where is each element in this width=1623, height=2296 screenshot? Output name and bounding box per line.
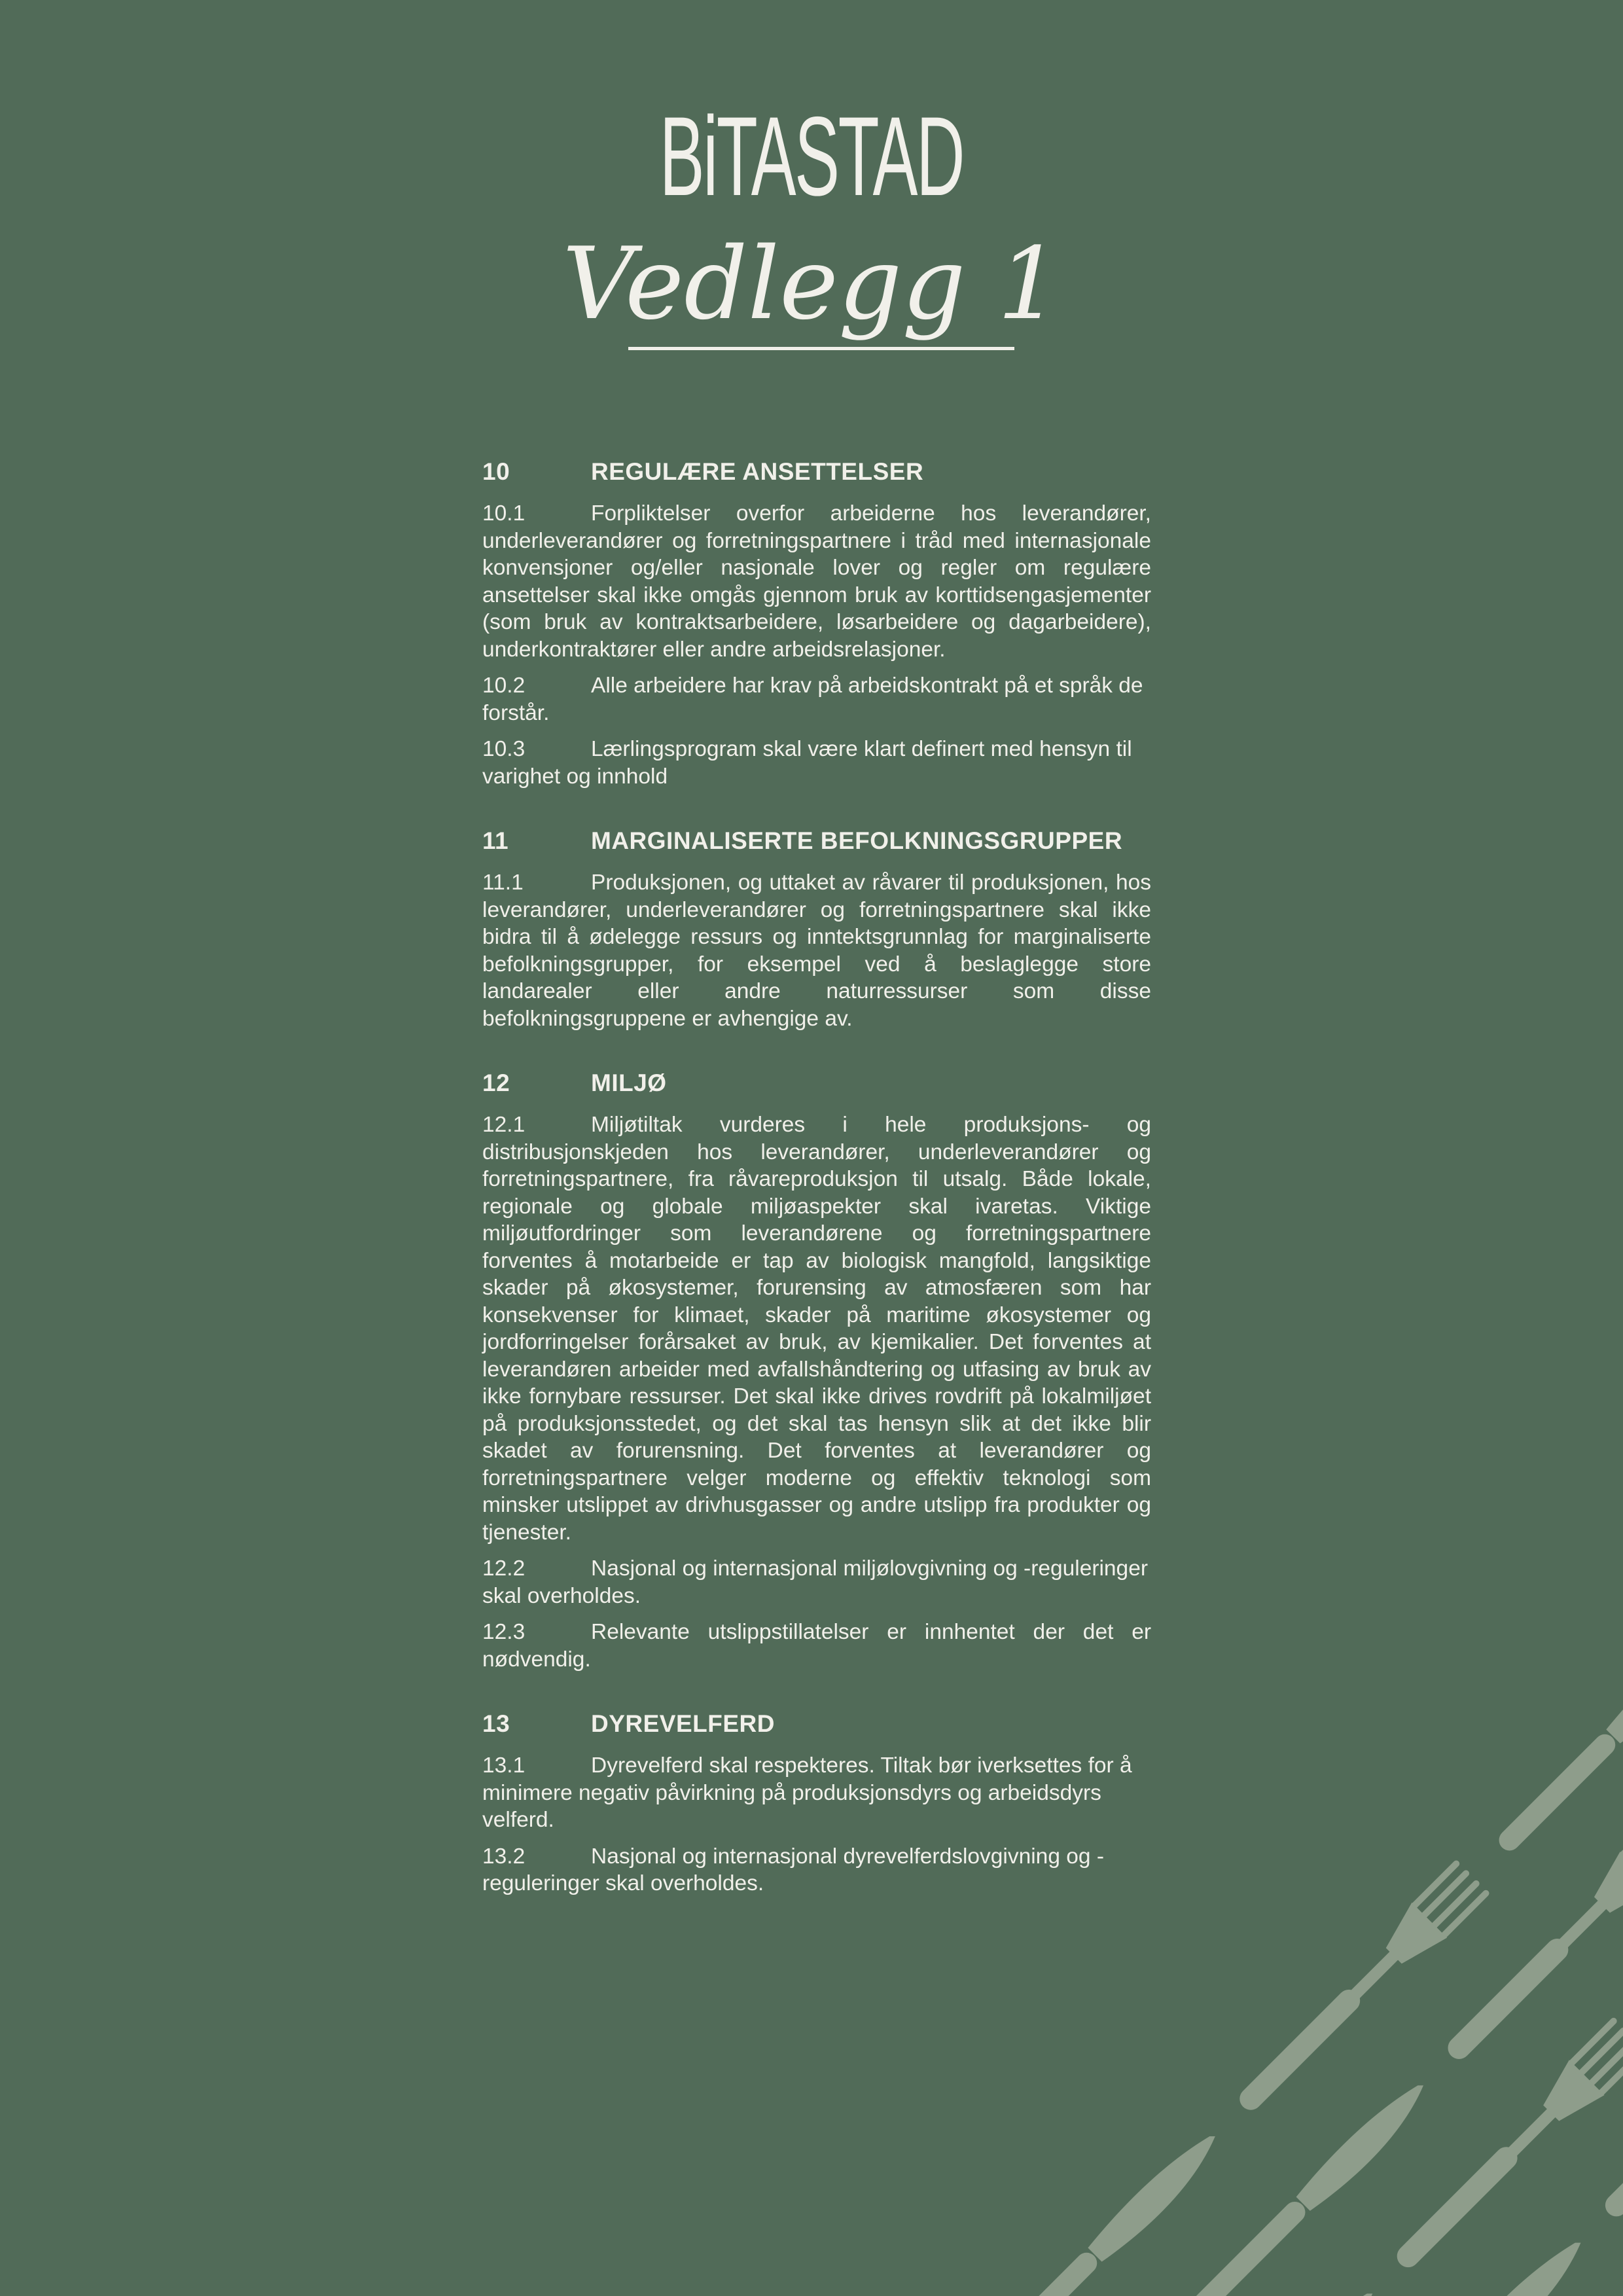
clause [482, 736, 1151, 790]
clause-number: 10.2 [482, 673, 526, 698]
clause-number: 10.1 [482, 501, 526, 526]
clause [482, 500, 1151, 663]
section-number: 13 [482, 1710, 510, 1737]
section-number: 11 [482, 827, 509, 854]
clause-number: 10.3 [482, 737, 526, 761]
section-title: MILJØ [591, 1069, 667, 1096]
fork-icon [1434, 1808, 1623, 2073]
clause-text: Nasjonal og internasjonal miljølovgivning og -reguleringer skal overholdes. [482, 1556, 1148, 1608]
brand-logo: BiTASTAD [659, 94, 964, 219]
knife-icon [1493, 1648, 1623, 1859]
knife-icon [1183, 2075, 1435, 2296]
clause-text: Produksjonen, og uttaket av råvarer til produksjonen, hos leverandører, underleverandører og forretningspartnere skal ikke bidra til å ødelegge ressurs og inntektsgrunnlag for marginaliserte befolkningsgrupper, for eksempel ved å beslaglegge store landarealer eller andre naturressurser som disse befolkningsgruppene er avhengige av. [482, 870, 1151, 1031]
clause-number: 12.1 [482, 1113, 526, 1137]
clause-text: Miljøtiltak vurderes i hele produksjons- og distribusjonskjeden hos leverandører, underleverandører og forretningspartnere, fra råvareproduksjon til utsalg. Både lokale, regionale og globale miljøaspekter skal ivaretas. Viktige miljøutfordringer som leverandørene og forretningspartnere forventes å motarbeide er tap av biologisk mangfold, langsiktige skader på økosystemer, forurensing av atmosfæren som har konsekvenser for klimaet, skader på maritime økosystemer og jordforringelser forårsaket av bruk, av kjemikalier. Det forventes at leverandøren arbeider med avfallshåndtering og utfasing av bruk av ikke fornybare ressurser. Det skal ikke drives rovdrift på lokalmiljøet på produksjonsstedet, og det skal tas hensyn slik at det ikke blir skadet av forurensning. Det forventes at leverandører og forretningspartnere velger moderne og effektiv teknologi som minsker utslippet av drivhusgasser og andre utslipp fra produkter og tjenester. [482, 1113, 1151, 1545]
clause-number: 13.2 [482, 1844, 526, 1869]
clause-number: 12.2 [482, 1556, 526, 1581]
section-heading [482, 1069, 1151, 1097]
section-marginaliserte-befolkningsgrupper [482, 827, 1151, 1032]
clause-text: Lærlingsprogram skal være klart definert med hensyn til varighet og innhold [482, 737, 1132, 789]
fork-icon [1383, 2016, 1623, 2282]
knife-icon [1132, 2283, 1383, 2296]
fork-icon [1225, 1859, 1491, 2125]
section-title: REGULÆRE ANSETTELSER [591, 458, 924, 485]
clause-number: 11.1 [482, 870, 524, 895]
clause [482, 1555, 1151, 1609]
section-title: MARGINALISERTE BEFOLKNINGSGRUPPER [591, 827, 1123, 854]
section-regulaere-ansettelser [482, 458, 1151, 790]
clause-number: 13.1 [482, 1753, 526, 1778]
section-heading [482, 458, 1151, 486]
section-miljo [482, 1069, 1151, 1673]
clause-text: Forpliktelser overfor arbeiderne hos leverandører, underleverandører og forretningspartnere i tråd med internasjonale konvensjoner og/eller nasjonale lover og regler om regulære ansettelser skal ikke omgås gjennom bruk av korttidsengasjementer (som bruk av kontraktsarbeidere, løsarbeidere og dagarbeidere), underkontraktører eller andre arbeidsrelasjoner. [482, 501, 1151, 662]
clause-text: Relevante utslippstillatelser er innhentet der det er nødvendig. [482, 1620, 1151, 1672]
section-title: DYREVELFERD [591, 1710, 775, 1737]
clause-number: 12.3 [482, 1620, 526, 1644]
clause-text: Alle arbeidere har krav på arbeidskontrakt på et språk de forstår. [482, 673, 1143, 725]
clause-text: Dyrevelferd skal respekteres. Tiltak bør iverksettes for å minimere negativ påvirkning på produksjonsdyrs og arbeidsdyrs velferd. [482, 1753, 1132, 1832]
clause [482, 869, 1151, 1032]
section-heading [482, 827, 1151, 855]
clause-text: Nasjonal og internasjonal dyrevelferdslovgivning og -reguleringer skal overholdes. [482, 1844, 1104, 1895]
clause [482, 1111, 1151, 1546]
cutlery-pattern [1031, 1648, 1623, 2296]
title-underline [628, 347, 1014, 350]
page-title: Vedlegg 1 [562, 226, 1061, 342]
clause [482, 672, 1151, 726]
knife-icon [1340, 2233, 1592, 2296]
section-number: 10 [482, 458, 510, 485]
section-number: 12 [482, 1069, 510, 1096]
knife-icon [1031, 2126, 1226, 2296]
